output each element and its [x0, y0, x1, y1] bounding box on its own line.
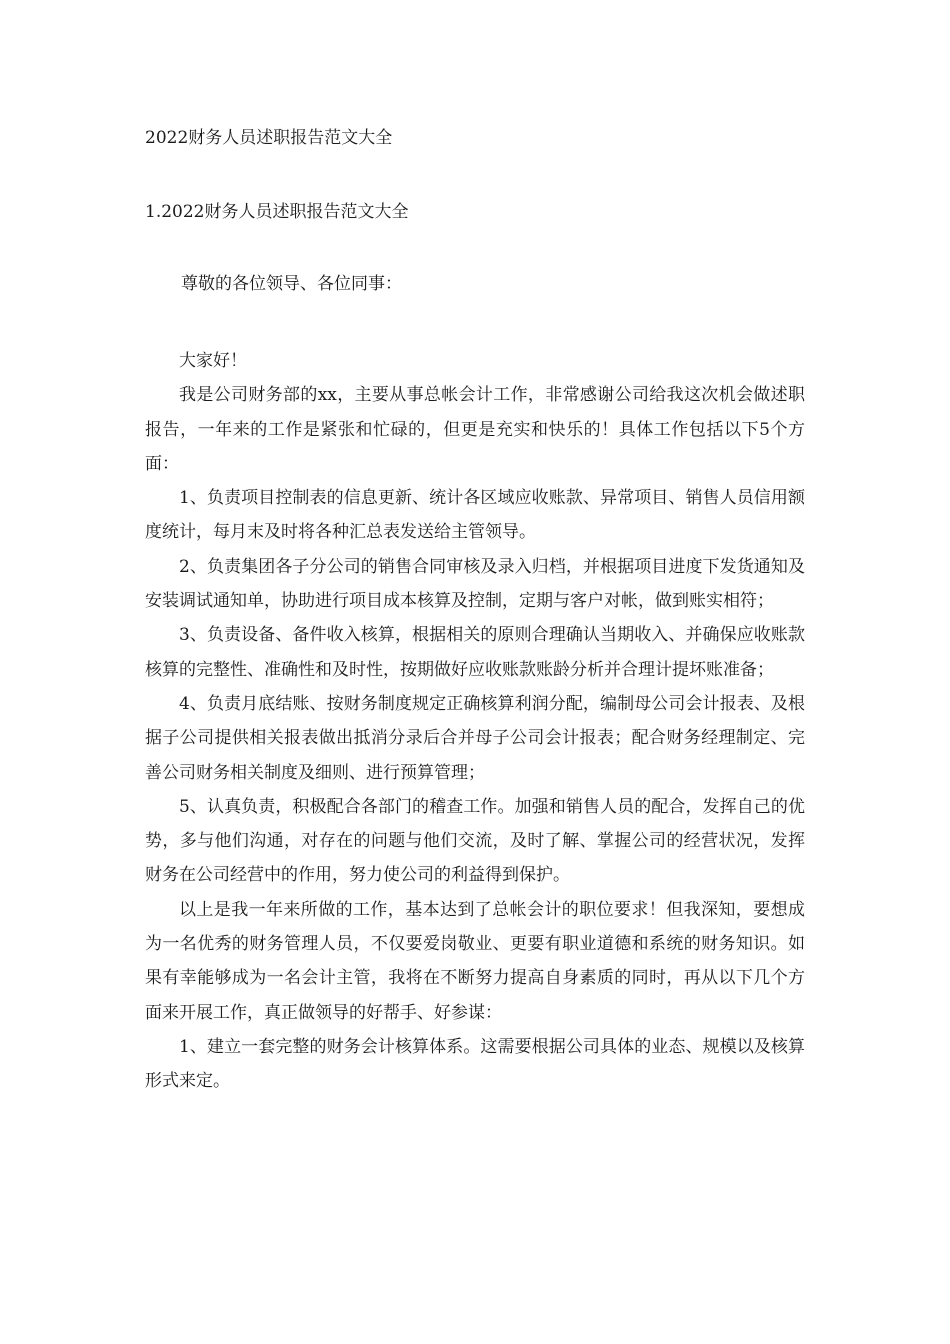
paragraph: 4、负责月底结账、按财务制度规定正确核算利润分配，编制母公司会计报表、及根据子公司提供相关报表做出抵消分录后合并母子公司会计报表；配合财务经理制定、完善公司财务相关制度及细则、进行预算管理；	[145, 693, 805, 783]
paragraph: 我是公司财务部的xx，主要从事总帐会计工作，非常感谢公司给我这次机会做述职报告，一年来的工作是紧张和忙碌的，但更是充实和快乐的！具体工作包括以下5个方面：	[145, 385, 805, 474]
paragraph: 1、负责项目控制表的信息更新、统计各区域应收账款、异常项目、销售人员信用额度统计，每月末及时将各种汇总表发送给主管领导。	[145, 488, 805, 543]
paragraph: 2、负责集团各子分公司的销售合同审核及录入归档，并根据项目进度下发货通知及安装调试通知单，协助进行项目成本核算及控制，定期与客户对帐，做到账实相符；	[145, 556, 805, 612]
salutation: 尊敬的各位领导、各位同事：	[181, 274, 402, 294]
body-text	[145, 344, 805, 1099]
paragraph: 以上是我一年来所做的工作，基本达到了总帐会计的职位要求！但我深知，要想成为一名优秀的财务管理人员，不仅要爱岗敬业、更要有职业道德和系统的财务知识。如果有幸能够成为一名会计主管，我将在不断努力提高自身素质的同时，再从以下几个方面来开展工作，真正做领导的好帮手、好参谋：	[145, 899, 805, 1023]
paragraph: 1、建立一套完整的财务会计核算体系。这需要根据公司具体的业态、规模以及核算形式来定。	[145, 1036, 805, 1092]
section-heading: 1.2022财务人员述职报告范文大全	[145, 202, 409, 222]
document-title: 2022财务人员述职报告范文大全	[145, 128, 393, 148]
paragraph: 3、负责设备、备件收入核算，根据相关的原则合理确认当期收入、并确保应收账款核算的完整性、准确性和及时性，按期做好应收账款账龄分析并合理计提坏账准备；	[145, 625, 805, 680]
paragraph: 5、认真负责，积极配合各部门的稽查工作。加强和销售人员的配合，发挥自己的优势，多与他们沟通，对存在的问题与他们交流，及时了解、掌握公司的经营状况，发挥财务在公司经营中的作用，努力使公司的利益得到保护。	[145, 796, 805, 886]
paragraph: 大家好！	[179, 351, 247, 371]
